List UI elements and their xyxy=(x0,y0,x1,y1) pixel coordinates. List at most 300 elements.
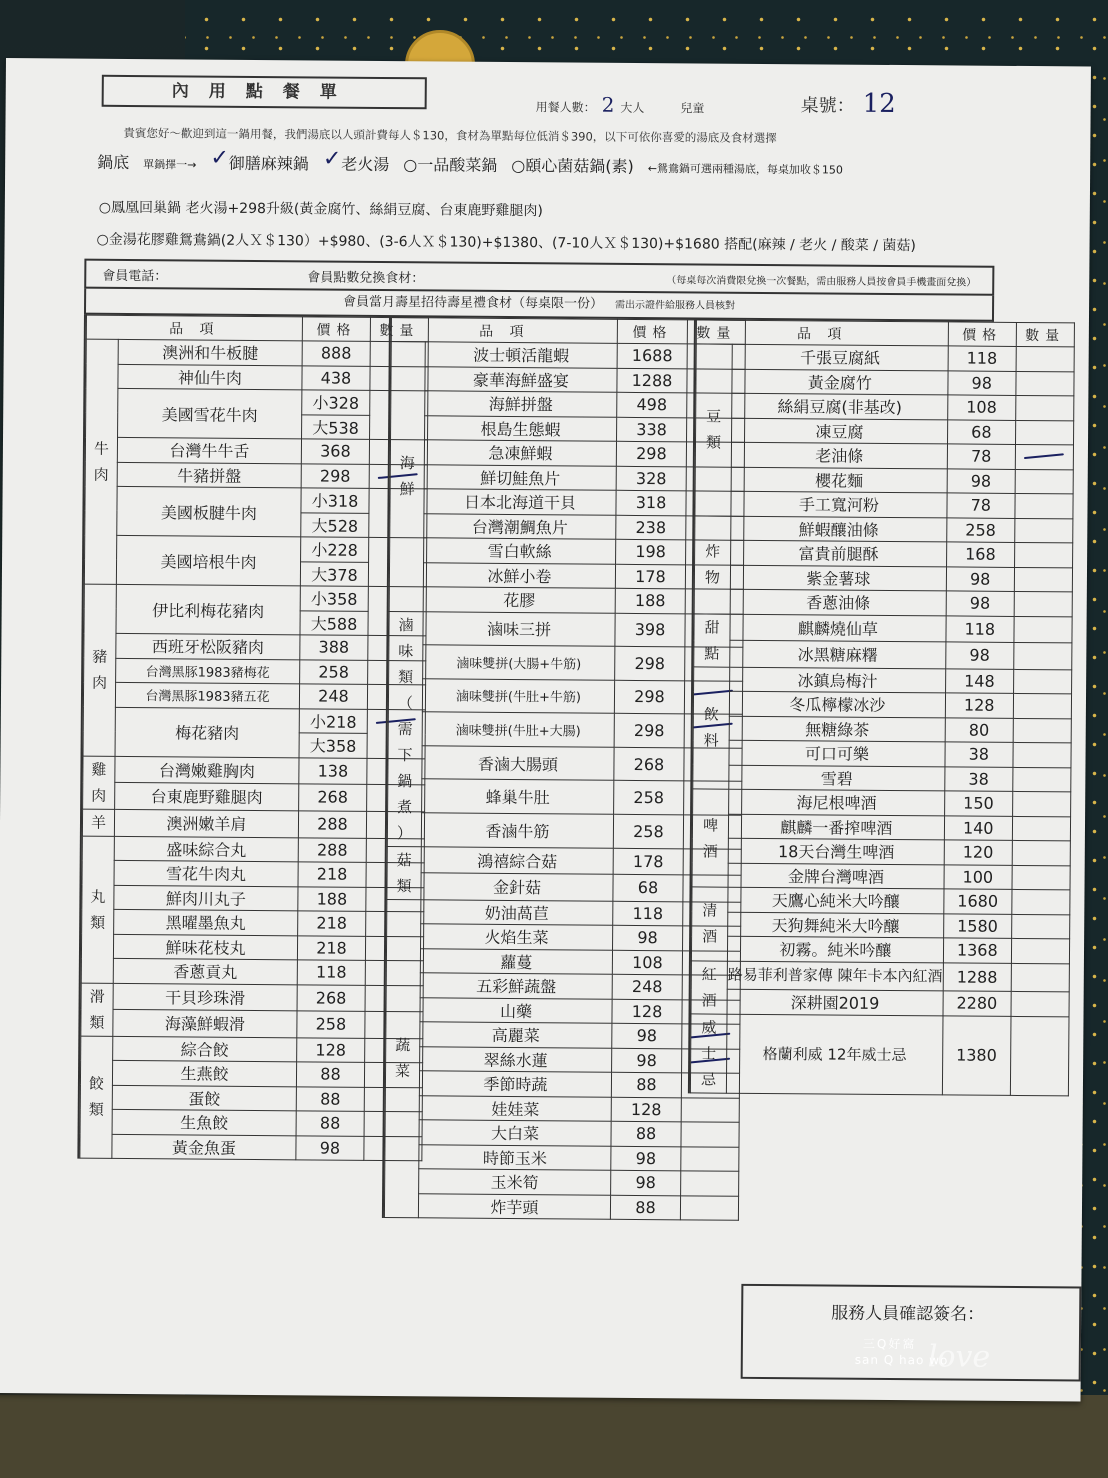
item-name: 香滷牛筋 xyxy=(421,813,613,848)
item-price: 100 xyxy=(944,864,1012,889)
party-adults-value[interactable]: 2 xyxy=(601,92,615,117)
watermark-en: san Q hao wo xyxy=(854,1352,949,1368)
table-row xyxy=(387,899,741,926)
table-row xyxy=(693,740,1071,767)
table-row xyxy=(83,707,425,734)
quantity-field[interactable] xyxy=(681,1146,739,1171)
item-name: 凍豆腐 xyxy=(732,418,948,444)
party-adults-label: 大人 xyxy=(620,100,645,116)
item-name: 澳洲和牛板腱 xyxy=(118,339,302,365)
item-price: 288 xyxy=(298,837,366,862)
item-price: 298 xyxy=(616,441,686,466)
item-name: 黑曜墨魚丸 xyxy=(114,909,298,935)
header-qty: 數量 xyxy=(1016,322,1074,346)
category-label: 滷 味 類 （ 需 下 鍋 煮 ） xyxy=(387,611,423,846)
member-points-label: 會員點數兌換食材： xyxy=(307,269,425,286)
category-label: 清 酒 xyxy=(691,887,728,961)
item-name: 生魚餃 xyxy=(112,1109,296,1135)
quantity-field[interactable] xyxy=(1014,567,1072,592)
item-name: 日本北海道干貝 xyxy=(424,489,616,515)
quantity-field[interactable] xyxy=(1010,1016,1069,1095)
quantity-field[interactable] xyxy=(681,1097,739,1122)
broth-option-suancai[interactable]: ○一品酸菜鍋 xyxy=(403,155,498,175)
item-name: 千張豆腐紙 xyxy=(732,344,948,370)
radio-circle-icon: ○ xyxy=(511,155,526,176)
quantity-field[interactable] xyxy=(1015,518,1073,543)
handwritten-tally-mark-icon xyxy=(1024,453,1064,459)
table-row xyxy=(390,538,744,565)
table-row xyxy=(695,442,1073,469)
item-price: 148 xyxy=(945,668,1013,693)
item-name: 雪白軟絲 xyxy=(424,538,616,564)
table-row xyxy=(80,1060,422,1087)
quantity-field[interactable] xyxy=(1015,420,1073,445)
item-name: 香蔥油條 xyxy=(730,589,946,615)
item-price: 88 xyxy=(296,1062,364,1087)
table-row xyxy=(386,997,740,1024)
item-price: 88 xyxy=(296,1086,364,1111)
menu-table xyxy=(79,315,429,1162)
item-name: 大白菜 xyxy=(419,1120,611,1146)
item-price: 150 xyxy=(944,791,1012,816)
item-price: 小228 xyxy=(301,537,369,562)
item-name: 蛋餃 xyxy=(112,1085,296,1111)
item-name: 台灣黑豚1983豬梅花 xyxy=(116,658,300,684)
quantity-field[interactable] xyxy=(1013,767,1071,792)
table-row xyxy=(83,782,425,811)
item-name: 澳洲嫩羊肩 xyxy=(114,809,298,837)
quantity-field[interactable] xyxy=(1014,616,1072,643)
header-item: 品 項 xyxy=(391,318,617,344)
menu-column-3 xyxy=(688,319,1075,1095)
item-price: 248 xyxy=(299,684,367,709)
item-price: 328 xyxy=(616,466,686,491)
watermark-cn: 三Q好窩 xyxy=(862,1336,917,1352)
item-name: 海尼根啤酒 xyxy=(729,789,945,815)
quantity-field[interactable] xyxy=(1015,444,1073,469)
item-price-large: 大358 xyxy=(299,733,367,758)
table-row xyxy=(80,1109,422,1136)
item-name: 炸芋頭 xyxy=(418,1193,610,1219)
item-name: 手工寬河粉 xyxy=(731,491,947,517)
item-price: 68 xyxy=(947,419,1015,444)
table-row xyxy=(694,613,1072,642)
item-name: 台灣嫩雞胸肉 xyxy=(115,756,299,784)
table-row xyxy=(85,535,427,562)
item-name: 滷味雙拼(大腸+牛筋) xyxy=(423,645,615,680)
category-label: 威 士 忌 xyxy=(690,1013,727,1092)
table-row xyxy=(390,513,744,540)
birthday-note: 需出示證件給服務人員核對 xyxy=(615,299,736,312)
item-price: 1680 xyxy=(944,889,1012,914)
item-price: 118 xyxy=(948,346,1016,371)
item-price: 178 xyxy=(613,848,683,875)
item-name: 天狗舞純米大吟釀 xyxy=(728,912,944,938)
broth-note: ←鴛鴦鍋可選兩種湯底，每桌加收＄150 xyxy=(647,162,844,177)
table-row xyxy=(385,1095,739,1122)
signature-label: 服務人員確認簽名： xyxy=(831,1303,985,1325)
table-row xyxy=(83,756,425,785)
table-row xyxy=(86,388,428,415)
table-row xyxy=(391,391,745,418)
table-row xyxy=(387,846,741,875)
item-name: 急凍鮮蝦 xyxy=(424,440,616,466)
quantity-field[interactable] xyxy=(1016,371,1074,396)
table-row xyxy=(387,812,741,848)
item-name: 蜂巢牛肚 xyxy=(422,779,614,814)
item-name: 梅花豬肉 xyxy=(115,707,299,757)
category-label: 雞 肉 xyxy=(83,756,115,809)
category-label: 飲 料 xyxy=(693,666,730,789)
party-children-label: 兒童 xyxy=(680,101,705,116)
item-name: 美國雪花牛肉 xyxy=(118,388,302,438)
table-row xyxy=(390,489,744,516)
table-row xyxy=(80,1134,422,1161)
item-name: 五彩鮮蔬盤 xyxy=(420,973,612,999)
table-row xyxy=(82,909,424,936)
item-price: 118 xyxy=(613,901,683,926)
item-price: 168 xyxy=(946,542,1014,567)
item-name: 牛豬拼盤 xyxy=(117,462,301,488)
item-name: 冰黑糖麻糬 xyxy=(730,640,946,668)
table-row xyxy=(692,862,1070,889)
table-row xyxy=(695,466,1073,493)
item-name: 美國培根牛肉 xyxy=(116,535,300,585)
item-price: 98 xyxy=(948,370,1016,395)
checkmark-icon: ✓ xyxy=(210,145,229,171)
quantity-field[interactable] xyxy=(1013,693,1071,718)
table-row xyxy=(692,887,1070,914)
table-row xyxy=(386,1046,740,1073)
item-price: 258 xyxy=(947,517,1015,542)
item-price: 小218 xyxy=(299,708,367,733)
item-name: 雪碧 xyxy=(729,765,945,791)
category-label: 丸 類 xyxy=(81,836,114,983)
item-price: 98 xyxy=(946,642,1014,669)
item-name: 格蘭利威 12年威士忌 xyxy=(726,1014,942,1095)
item-name: 海鮮拼盤 xyxy=(425,391,617,417)
table-row xyxy=(86,364,428,391)
broth-golden-option[interactable]: ○金湯花膠雞鴛鴦鍋(2人Ｘ＄130）+$980、(3-6人Ｘ＄130)+$1380、(7-10人Ｘ＄130)+$1680 搭配(麻辣 / 老火 / 酸菜 / 菌菇) xyxy=(96,231,916,255)
table-row xyxy=(85,437,427,464)
item-name: 香蔥貢丸 xyxy=(113,958,297,984)
table-row xyxy=(691,936,1069,963)
table-row xyxy=(693,691,1071,718)
item-price: 218 xyxy=(297,935,365,960)
item-name: 干貝珍珠滑 xyxy=(113,983,297,1011)
item-price: 98 xyxy=(296,1135,364,1160)
item-name: 滷味雙拼(牛肚+大腸) xyxy=(422,712,614,747)
item-price: 138 xyxy=(299,757,367,784)
table-row xyxy=(82,860,424,887)
item-name: 台灣牛牛舌 xyxy=(117,437,301,463)
category-label: 海 鮮 xyxy=(389,342,425,612)
broth-label: 鍋底 xyxy=(97,152,130,172)
quantity-field[interactable] xyxy=(1014,591,1072,616)
item-name: 高麗菜 xyxy=(420,1022,612,1048)
item-price: 1580 xyxy=(943,913,1011,938)
item-price: 78 xyxy=(947,444,1015,469)
quantity-field[interactable] xyxy=(1011,963,1069,992)
item-name: 生燕餃 xyxy=(112,1060,296,1086)
item-price: 298 xyxy=(615,646,685,680)
item-name: 鮮蝦釀油條 xyxy=(731,516,947,542)
table-row xyxy=(81,958,423,985)
item-price: 498 xyxy=(617,392,687,417)
table-row xyxy=(82,885,424,912)
item-price: 888 xyxy=(302,341,370,366)
item-price-large: 大588 xyxy=(300,610,368,635)
table-row xyxy=(83,682,425,709)
table-row xyxy=(386,1022,740,1049)
item-name: 可口可樂 xyxy=(729,740,945,766)
table-row xyxy=(384,1193,738,1220)
category-label: 炸 物 xyxy=(694,515,731,613)
item-name: 台灣潮鯛魚片 xyxy=(424,513,616,539)
table-row xyxy=(388,712,742,748)
item-price: 188 xyxy=(615,588,685,613)
item-price: 248 xyxy=(612,974,682,999)
broth-options xyxy=(97,145,844,180)
item-name: 金針菇 xyxy=(421,873,613,901)
quantity-field[interactable] xyxy=(1012,791,1070,816)
item-name: 無糖綠茶 xyxy=(729,716,945,742)
category-label: 蔬 菜 xyxy=(384,899,421,1218)
item-name: 蘿蔓 xyxy=(420,948,612,974)
quantity-field[interactable] xyxy=(1011,938,1069,963)
item-name: 香滷大腸頭 xyxy=(422,746,614,781)
table-header-row xyxy=(391,318,745,345)
checkmark-icon: ✓ xyxy=(322,146,342,172)
member-phone-label: 會員電話： xyxy=(102,268,168,284)
item-price: 88 xyxy=(611,1072,681,1097)
item-name: 娃娃菜 xyxy=(419,1095,611,1121)
table-row xyxy=(81,1036,423,1063)
table-row xyxy=(80,1085,422,1112)
item-name: 翠絲水蓮 xyxy=(420,1046,612,1072)
item-name: 冰鎮烏梅汁 xyxy=(730,667,946,693)
item-price: 438 xyxy=(302,365,370,390)
item-name: 豪華海鮮盛宴 xyxy=(425,366,617,392)
item-name: 麒麟一番搾啤酒 xyxy=(728,814,944,840)
item-price: 1368 xyxy=(943,938,1011,963)
table-row xyxy=(388,779,742,815)
quantity-field[interactable] xyxy=(1011,914,1069,939)
item-price: 388 xyxy=(300,635,368,660)
broth-option-laohuo[interactable]: ✓老火湯 xyxy=(322,146,390,175)
item-name: 滷味三拼 xyxy=(423,611,615,646)
item-price: 198 xyxy=(616,539,686,564)
item-name: 時節玉米 xyxy=(419,1144,611,1170)
item-price: 298 xyxy=(301,463,369,488)
table-row xyxy=(82,836,424,863)
item-name: 冬瓜檸檬冰沙 xyxy=(729,691,945,717)
table-row xyxy=(696,393,1074,420)
item-name: 美國板腱牛肉 xyxy=(117,486,301,536)
table-row xyxy=(86,339,428,366)
item-price: 小318 xyxy=(301,488,369,513)
item-name: 花膠 xyxy=(423,587,615,613)
table-row xyxy=(694,666,1072,693)
quantity-field[interactable] xyxy=(1011,991,1069,1016)
quantity-field[interactable] xyxy=(1012,889,1070,914)
item-price: 38 xyxy=(945,766,1013,791)
item-price: 88 xyxy=(611,1121,681,1146)
table-row xyxy=(391,415,745,442)
item-price-large: 大538 xyxy=(302,414,370,439)
menu-column-1 xyxy=(77,315,429,1162)
quantity-field[interactable] xyxy=(681,1171,739,1196)
header-qty: 數量 xyxy=(370,317,428,341)
category-label: 甜 點 xyxy=(694,613,730,666)
item-price: 218 xyxy=(298,911,366,936)
item-price: 88 xyxy=(296,1111,364,1136)
item-name: 台東鹿野雞腿肉 xyxy=(115,782,299,810)
table-row xyxy=(386,948,740,975)
item-price: 298 xyxy=(614,713,684,747)
item-name: 奶油萵苣 xyxy=(421,899,613,925)
table-row xyxy=(389,562,743,589)
table-row xyxy=(84,658,426,685)
item-name: 天鷹心純米大吟釀 xyxy=(728,887,944,913)
item-name: 鮮切鮭魚片 xyxy=(424,464,616,490)
quantity-field[interactable] xyxy=(1015,493,1073,518)
item-price: 98 xyxy=(611,1146,681,1171)
table-row xyxy=(693,764,1071,791)
table-row xyxy=(391,342,745,369)
item-price: 88 xyxy=(610,1195,680,1220)
category-label: 菇 類 xyxy=(387,846,421,899)
quantity-field[interactable] xyxy=(1012,865,1070,890)
item-name: 季節時蔬 xyxy=(419,1071,611,1097)
item-name: 神仙牛肉 xyxy=(118,364,302,390)
table-row xyxy=(389,611,743,647)
item-price: 268 xyxy=(297,984,365,1011)
item-name: 金牌台灣啤酒 xyxy=(728,863,944,889)
table-value[interactable]: 12 xyxy=(862,88,896,119)
item-name: 黃金腐竹 xyxy=(732,369,948,395)
header-price: 價格 xyxy=(302,317,370,342)
broth-option-mushroom[interactable]: ○頤心菌菇鍋(素) xyxy=(511,155,634,176)
table-row xyxy=(385,1120,739,1147)
table-row xyxy=(389,645,743,681)
table-number xyxy=(801,88,896,119)
header-item: 品 項 xyxy=(86,315,302,341)
table-row xyxy=(82,809,424,839)
table-edge xyxy=(0,1395,1108,1478)
category-label: 餃 類 xyxy=(80,1036,113,1159)
table-row xyxy=(693,715,1071,742)
quantity-field[interactable] xyxy=(1013,742,1071,767)
table-row xyxy=(81,983,423,1012)
header-price: 價格 xyxy=(617,319,687,344)
table-row xyxy=(694,589,1072,616)
item-price: 98 xyxy=(612,1023,682,1048)
item-name: 紫金薯球 xyxy=(730,565,946,591)
table-row xyxy=(84,633,426,660)
table-row xyxy=(388,678,742,714)
quantity-field[interactable] xyxy=(1015,395,1073,420)
item-name: 伊比利梅花豬肉 xyxy=(116,584,300,634)
quantity-field[interactable] xyxy=(1015,469,1073,494)
item-name: 絲絹豆腐(非基改) xyxy=(732,393,948,419)
table-row xyxy=(692,838,1070,865)
item-price: 128 xyxy=(611,1097,681,1122)
table-row xyxy=(81,934,423,961)
item-name: 18天台灣生啤酒 xyxy=(728,838,944,864)
item-price: 98 xyxy=(611,1170,681,1195)
table-row xyxy=(385,1144,739,1171)
item-price: 108 xyxy=(612,950,682,975)
category-label: 滑 類 xyxy=(81,983,113,1036)
item-price: 小328 xyxy=(302,390,370,415)
table-row xyxy=(695,540,1073,567)
quantity-field[interactable] xyxy=(681,1122,739,1147)
item-name: 路易菲利普家傳 陳年卡本內紅酒 xyxy=(727,961,943,991)
table-row xyxy=(85,462,427,489)
quantity-field[interactable] xyxy=(1013,669,1071,694)
quantity-field[interactable] xyxy=(1012,840,1070,865)
quantity-field[interactable] xyxy=(680,1195,738,1220)
page-title: 內用點餐單 xyxy=(102,75,427,110)
quantity-field[interactable] xyxy=(1014,542,1072,567)
item-price: 338 xyxy=(617,417,687,442)
item-name: 玉米筍 xyxy=(419,1169,611,1195)
quantity-field[interactable] xyxy=(1013,718,1071,743)
item-price: 128 xyxy=(945,693,1013,718)
table-row xyxy=(695,491,1073,518)
menu-table xyxy=(690,319,1075,1095)
table-row xyxy=(385,1169,739,1196)
table-row xyxy=(387,924,741,951)
item-name: 滷味雙拼(牛肚+牛筋) xyxy=(422,678,614,713)
quantity-field[interactable] xyxy=(1012,816,1070,841)
party-label: 用餐人數： xyxy=(535,100,596,115)
table-row xyxy=(695,515,1073,542)
item-name: 櫻花麵 xyxy=(731,467,947,493)
staff-signature-box[interactable] xyxy=(741,1284,1082,1382)
item-price: 38 xyxy=(945,742,1013,767)
item-price: 140 xyxy=(944,815,1012,840)
table-row xyxy=(389,587,743,614)
item-price: 98 xyxy=(612,1048,682,1073)
item-name: 根島生態蝦 xyxy=(425,415,617,441)
item-price: 1288 xyxy=(943,962,1011,991)
category-label: 紅 酒 xyxy=(691,960,727,1013)
item-price: 258 xyxy=(297,1011,365,1038)
item-price: 398 xyxy=(615,613,685,647)
item-price: 80 xyxy=(945,717,1013,742)
item-name: 西班牙松阪豬肉 xyxy=(116,633,300,659)
item-name: 鮮味花枝丸 xyxy=(113,934,297,960)
item-price: 238 xyxy=(616,515,686,540)
quantity-field[interactable] xyxy=(1014,642,1072,669)
broth-option-mala[interactable]: ✓御膳麻辣鍋 xyxy=(210,145,309,174)
radio-circle-icon: ○ xyxy=(403,155,418,175)
item-price: 298 xyxy=(614,680,684,714)
item-name: 黃金魚蛋 xyxy=(112,1134,296,1160)
category-label: 豆 類 xyxy=(695,344,732,516)
order-sheet xyxy=(0,58,1091,1401)
item-price: 318 xyxy=(616,490,686,515)
table-row xyxy=(692,813,1070,840)
quantity-field[interactable] xyxy=(1016,346,1074,371)
item-name: 波士頓活龍蝦 xyxy=(425,342,617,368)
item-price: 288 xyxy=(298,810,366,838)
broth-upgrade-option[interactable]: ○鳳凰回巢鍋 老火湯+298升級(黃金腐竹、絲絹豆腐、台東鹿野雞腿肉) xyxy=(98,199,543,220)
table-row xyxy=(386,973,740,1000)
item-name: 深耕園2019 xyxy=(727,989,943,1015)
